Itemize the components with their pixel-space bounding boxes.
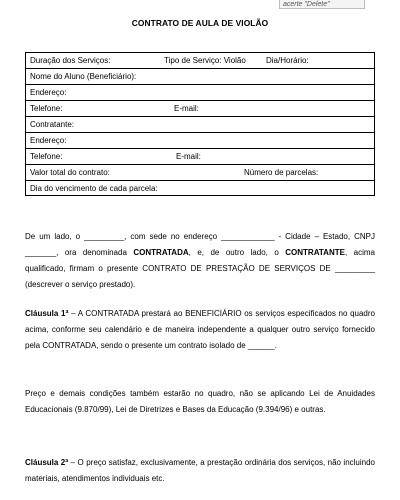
label-telefone-aluno: Telefone: xyxy=(30,104,63,113)
row-endereco-aluno xyxy=(26,85,374,101)
label-email-contratante: E-mail: xyxy=(176,152,201,161)
label-email-aluno: E-mail: xyxy=(174,104,199,113)
clausula-2-text: – O preço satisfaz, exclusivamente, a prestação ordinária dos serviços, não incluindo materiais, atendimentos individuais etc. xyxy=(25,458,375,483)
label-dia-vencimento: Dia do vencimento de cada parcela: xyxy=(30,184,158,193)
paragraph-preco xyxy=(25,386,375,418)
label-dia-horario: Dia/Horário: xyxy=(266,56,309,65)
label-nome-aluno: Nome do Aluno (Beneficiário): xyxy=(30,72,137,81)
clausula-1-label: Cláusula 1ª xyxy=(25,309,69,318)
label-endereco-aluno: Endereço: xyxy=(30,88,67,97)
p1-contratada: CONTRATADA xyxy=(133,248,189,257)
label-telefone-contratante: Telefone: xyxy=(30,152,63,161)
row-dia-vencimento xyxy=(26,181,374,197)
p1-contratante: CONTRATANTE xyxy=(285,248,345,257)
p1-text-a: De um lado, o _________, com sede no endereço ____________ - Cidade – Estado, CNPJ _______, ora denominada xyxy=(25,232,375,257)
paragraph-clausula-1 xyxy=(25,306,375,354)
row-nome-aluno xyxy=(26,69,374,85)
label-contratante: Contratante: xyxy=(30,120,75,129)
clausula-2-label: Cláusula 2ª xyxy=(25,458,69,467)
row-contratante xyxy=(26,117,374,133)
paragraph-partes xyxy=(25,229,375,293)
document-title: CONTRATO DE AULA DE VIOLÃO xyxy=(131,18,269,28)
paragraph-clausula-2 xyxy=(25,455,375,487)
contract-info-table xyxy=(25,52,375,196)
label-duracao: Duração dos Serviços: xyxy=(30,56,111,65)
label-valor-total: Valor total do contrato: xyxy=(30,168,110,177)
label-endereco-contratante: Endereço: xyxy=(30,136,67,145)
clausula-1-text: – A CONTRATADA prestará ao BENEFICIÁRIO os serviços especificados no quadro acima, conforme seu calendário e de maneira independente a qualquer outro serviço fornecido pela CONTRATADA, sendo o presente um contrato isolado de ______. xyxy=(25,309,375,350)
p1-text-c: , e, de outro lado, o xyxy=(188,248,286,257)
row-telefone-aluno xyxy=(26,101,374,117)
row-duracao xyxy=(26,53,374,69)
p1-text-e: , acima qualificado, firmam o presente CONTRATO DE PRESTAÇÃO DE SERVIÇOS DE _________ (descrever o serviço prestado). xyxy=(25,248,375,289)
row-endereco-contratante xyxy=(26,133,374,149)
label-numero-parcelas: Número de parcelas: xyxy=(244,168,319,177)
row-telefone-contratante xyxy=(26,149,374,165)
label-tipo-servico: Tipo de Serviço: Violão xyxy=(164,56,246,65)
header-tag: acerte "Delete" xyxy=(279,0,365,9)
row-valor-total xyxy=(26,165,374,181)
preco-text: Preço e demais condições também estarão no quadro, não se aplicando Lei de Anuidades Educacionais (9.870/99), Lei de Diretrizes e Bases da Educação (9.394/96) e outras. xyxy=(25,389,375,414)
